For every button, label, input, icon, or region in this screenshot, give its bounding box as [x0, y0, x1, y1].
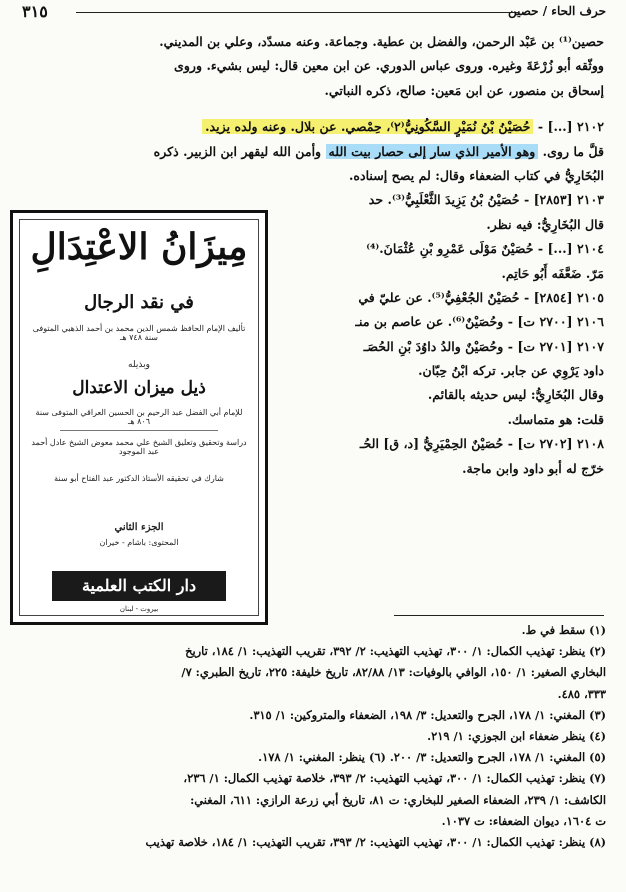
- footnote-line: (٥) المغني: ١/ ١٧٨، الجرح والتعديل: ٣/ ٢٠٠. (٦) ينظر: المغني: ١/ ١٧٨.: [258, 750, 606, 765]
- footnote-line: (٧) ينظر: تهذيب الكمال: ١/ ٣٠٠، تهذيب التهذيب: ٢/ ٣٩٣، خلاصة تهذيب الكمال: ١/ ٢٣٦،: [183, 771, 606, 786]
- text-line: داود يَرْوِي عن جابر. تركه ابْنُ حِبّان.: [418, 363, 604, 379]
- page-header: [14, 0, 612, 26]
- footnote-line: (٨) ينظر: تهذيب الكمال: ١/ ٣٠٠، تهذيب التهذيب: ٢/ ٣٩٣، تقريب التهذيب: ١/ ١٨٤، خلاصة تهذيب: [145, 834, 606, 849]
- text-line: ووثّقه أبو زُرْعَةَ وغيره. وروى عباس الدوري. عن ابن معين قال: ليس بشيء. وروى: [173, 58, 604, 74]
- footnote-line: (٣) المغني: ١/ ١٧٨، الجرح والتعديل: ٣/ ١٩٨، الضعفاء والمتروكين: ١/ ٣١٥.: [249, 707, 606, 722]
- text-line: البُخَارِيُّ في كتاب الضعفاء وقال: لم يصح إسناده.: [349, 167, 604, 183]
- cover-frame: [19, 219, 259, 616]
- cover-title: مِيزَانُ الاعْتِدَالِ: [30, 226, 248, 268]
- footnote-line: ٣٣٣، ٤٨٥.: [557, 686, 606, 701]
- text-line: ٢١٠٤ [...] - حُصَيْنٌ مَوْلَى عَمْرِو بْنِ عُثْمَانَ.⁽⁴⁾: [366, 241, 604, 257]
- footnote-line: (٤) ينظر ضعفاء ابن الجوزي: ١/ ٢١٩.: [427, 728, 606, 743]
- running-title: حرف الحاء / حصين: [507, 4, 606, 18]
- cover-shared: شارك في تحقيقه الأستاذ الدكتور عبد الفتاح أبو سنة: [54, 474, 224, 483]
- cover-author: تأليف الإمام الحافظ شمس الدين محمد بن أحمد الذهبي المتوفى سنة ٧٤٨ هـ: [32, 324, 246, 342]
- footnote-line: (٢) ينظر: تهذيب الكمال: ١/ ٣٠٠، تهذيب التهذيب: ٢/ ٣٩٢، تقريب التهذيب: ١/ ١٨٤، تاريخ: [185, 644, 606, 659]
- cover-volume: الجزء الثاني: [114, 522, 164, 533]
- footnote-line: ت ١٦٠٤، ديوان الضعفاء: ت ١٠٣٧.: [441, 813, 606, 828]
- text-line: إسحاق بن منصور، عن ابن مَعين: صالح، ذكره النباتي.: [324, 82, 604, 98]
- text-line: ٢١٠٢ [...] - حُصَيْنُ بْنُ نُمَيْرٍ السَّكُونِيُّ⁽٢⁾، حِمْصي. عن بلال. وعنه ولده يزيد.: [16, 115, 604, 139]
- cover-with: وبذيله: [128, 360, 150, 370]
- page-number: ٣١٥: [22, 2, 48, 21]
- footnotes: [16, 620, 606, 853]
- cover-publisher: دار الكتب العلمية: [52, 571, 226, 601]
- header-rule: [76, 12, 518, 13]
- book-cover-image: [10, 210, 268, 625]
- text-line: ٢١٠٧ [٢٧٠١ ت] - وحُصَيْنٌ والدُ داوُدَ بْنِ الحُصَـ: [363, 338, 604, 354]
- text-line: ٢١٠٦ [٢٧٠٠ ت] - وحُصَيْنٌ⁽⁶⁾. عن عاصم بن منـ: [355, 314, 604, 330]
- text-line: ٢١٠٥ [٢٨٥٤] - حُصَيْنٌ الجُعْفِيُّ⁽⁵⁾. عن عليّ في: [358, 289, 604, 305]
- text-line: قال البُخَارِيُّ: فيه نظر.: [486, 216, 604, 232]
- text-line: قلَّ ما روى. وهو الأمير الذي سار إلى حصار بيت الله وأمن الله ليقهر ابن الزبير. ذكره: [153, 143, 604, 159]
- text-line: ٢١٠٨ [٢٧٠٢ ت] - حُصَيْنٌ الحِمْيَرِيُّ [د، ق] الحُـ: [359, 436, 604, 452]
- text-line: قلت: هو متماسك.: [507, 411, 604, 427]
- highlight-yellow: حُصَيْنُ بْنُ نُمَيْرٍ السَّكُونِيُّ⁽٢⁾، حِمْصي. عن بلال. وعنه ولده يزيد.: [202, 119, 533, 134]
- footnote-line: الكاشف: ١/ ٢٣٩، الضعفاء الصغير للبخاري: ت ٨١، تاريخ أبي زرعة الرازي: ٦١١، المغني:: [190, 792, 606, 807]
- footnote-separator: [394, 615, 604, 616]
- text-line: حصين⁽¹⁾ بن عَبْد الرحمن، والفضل بن عطية. وجماعة. وعنه مسدّد، وعلي بن المديني.: [159, 34, 604, 49]
- text-line: ٢١٠٣ [٢٨٥٣] - حُصَيْنُ بْنُ يَزِيدَ الثَّعْلَبِيُّ⁽³⁾. حد: [368, 192, 604, 208]
- cover-ornament: [60, 430, 218, 431]
- text-line: مَرّ. ضَعَّفَه أَبُو حَاتِم.: [501, 265, 604, 281]
- text-line: [16, 103, 604, 115]
- text-line: وقال البُخَارِيُّ: ليس حديثه بالقائم.: [427, 387, 604, 403]
- cover-contents: المحتوى: باشام - خيران: [99, 538, 179, 547]
- cover-subtitle: في نقد الرجال: [84, 292, 194, 313]
- cover-city: بيروت - لبنان: [119, 605, 159, 613]
- highlight-blue: وهو الأمير الذي سار إلى حصار بيت الله: [326, 144, 539, 159]
- footnote-line: البخاري الصغير: ١/ ١٥٠، الوافي بالوفيات: ١٣/ ٨٢/٨٨، تاريخ خليفة: ٢٢٥، تاريخ الطبري: ٧/: [181, 665, 606, 680]
- footnote-line: (١) سقط في ط.: [521, 623, 606, 637]
- cover-editors: دراسة وتحقيق وتعليق الشيخ علي محمد معوض الشيخ عادل أحمد عبد الموجود: [31, 438, 247, 456]
- cover-title2: ذيل ميزان الاعتدال: [72, 378, 206, 398]
- text-line: خرّج له أبو داود وابن ماجة.: [462, 460, 604, 476]
- cover-author2: للإمام أبي الفضل عبد الرحيم بن الحسين العراقي المتوفى سنة ٨٠٦ هـ: [35, 408, 243, 426]
